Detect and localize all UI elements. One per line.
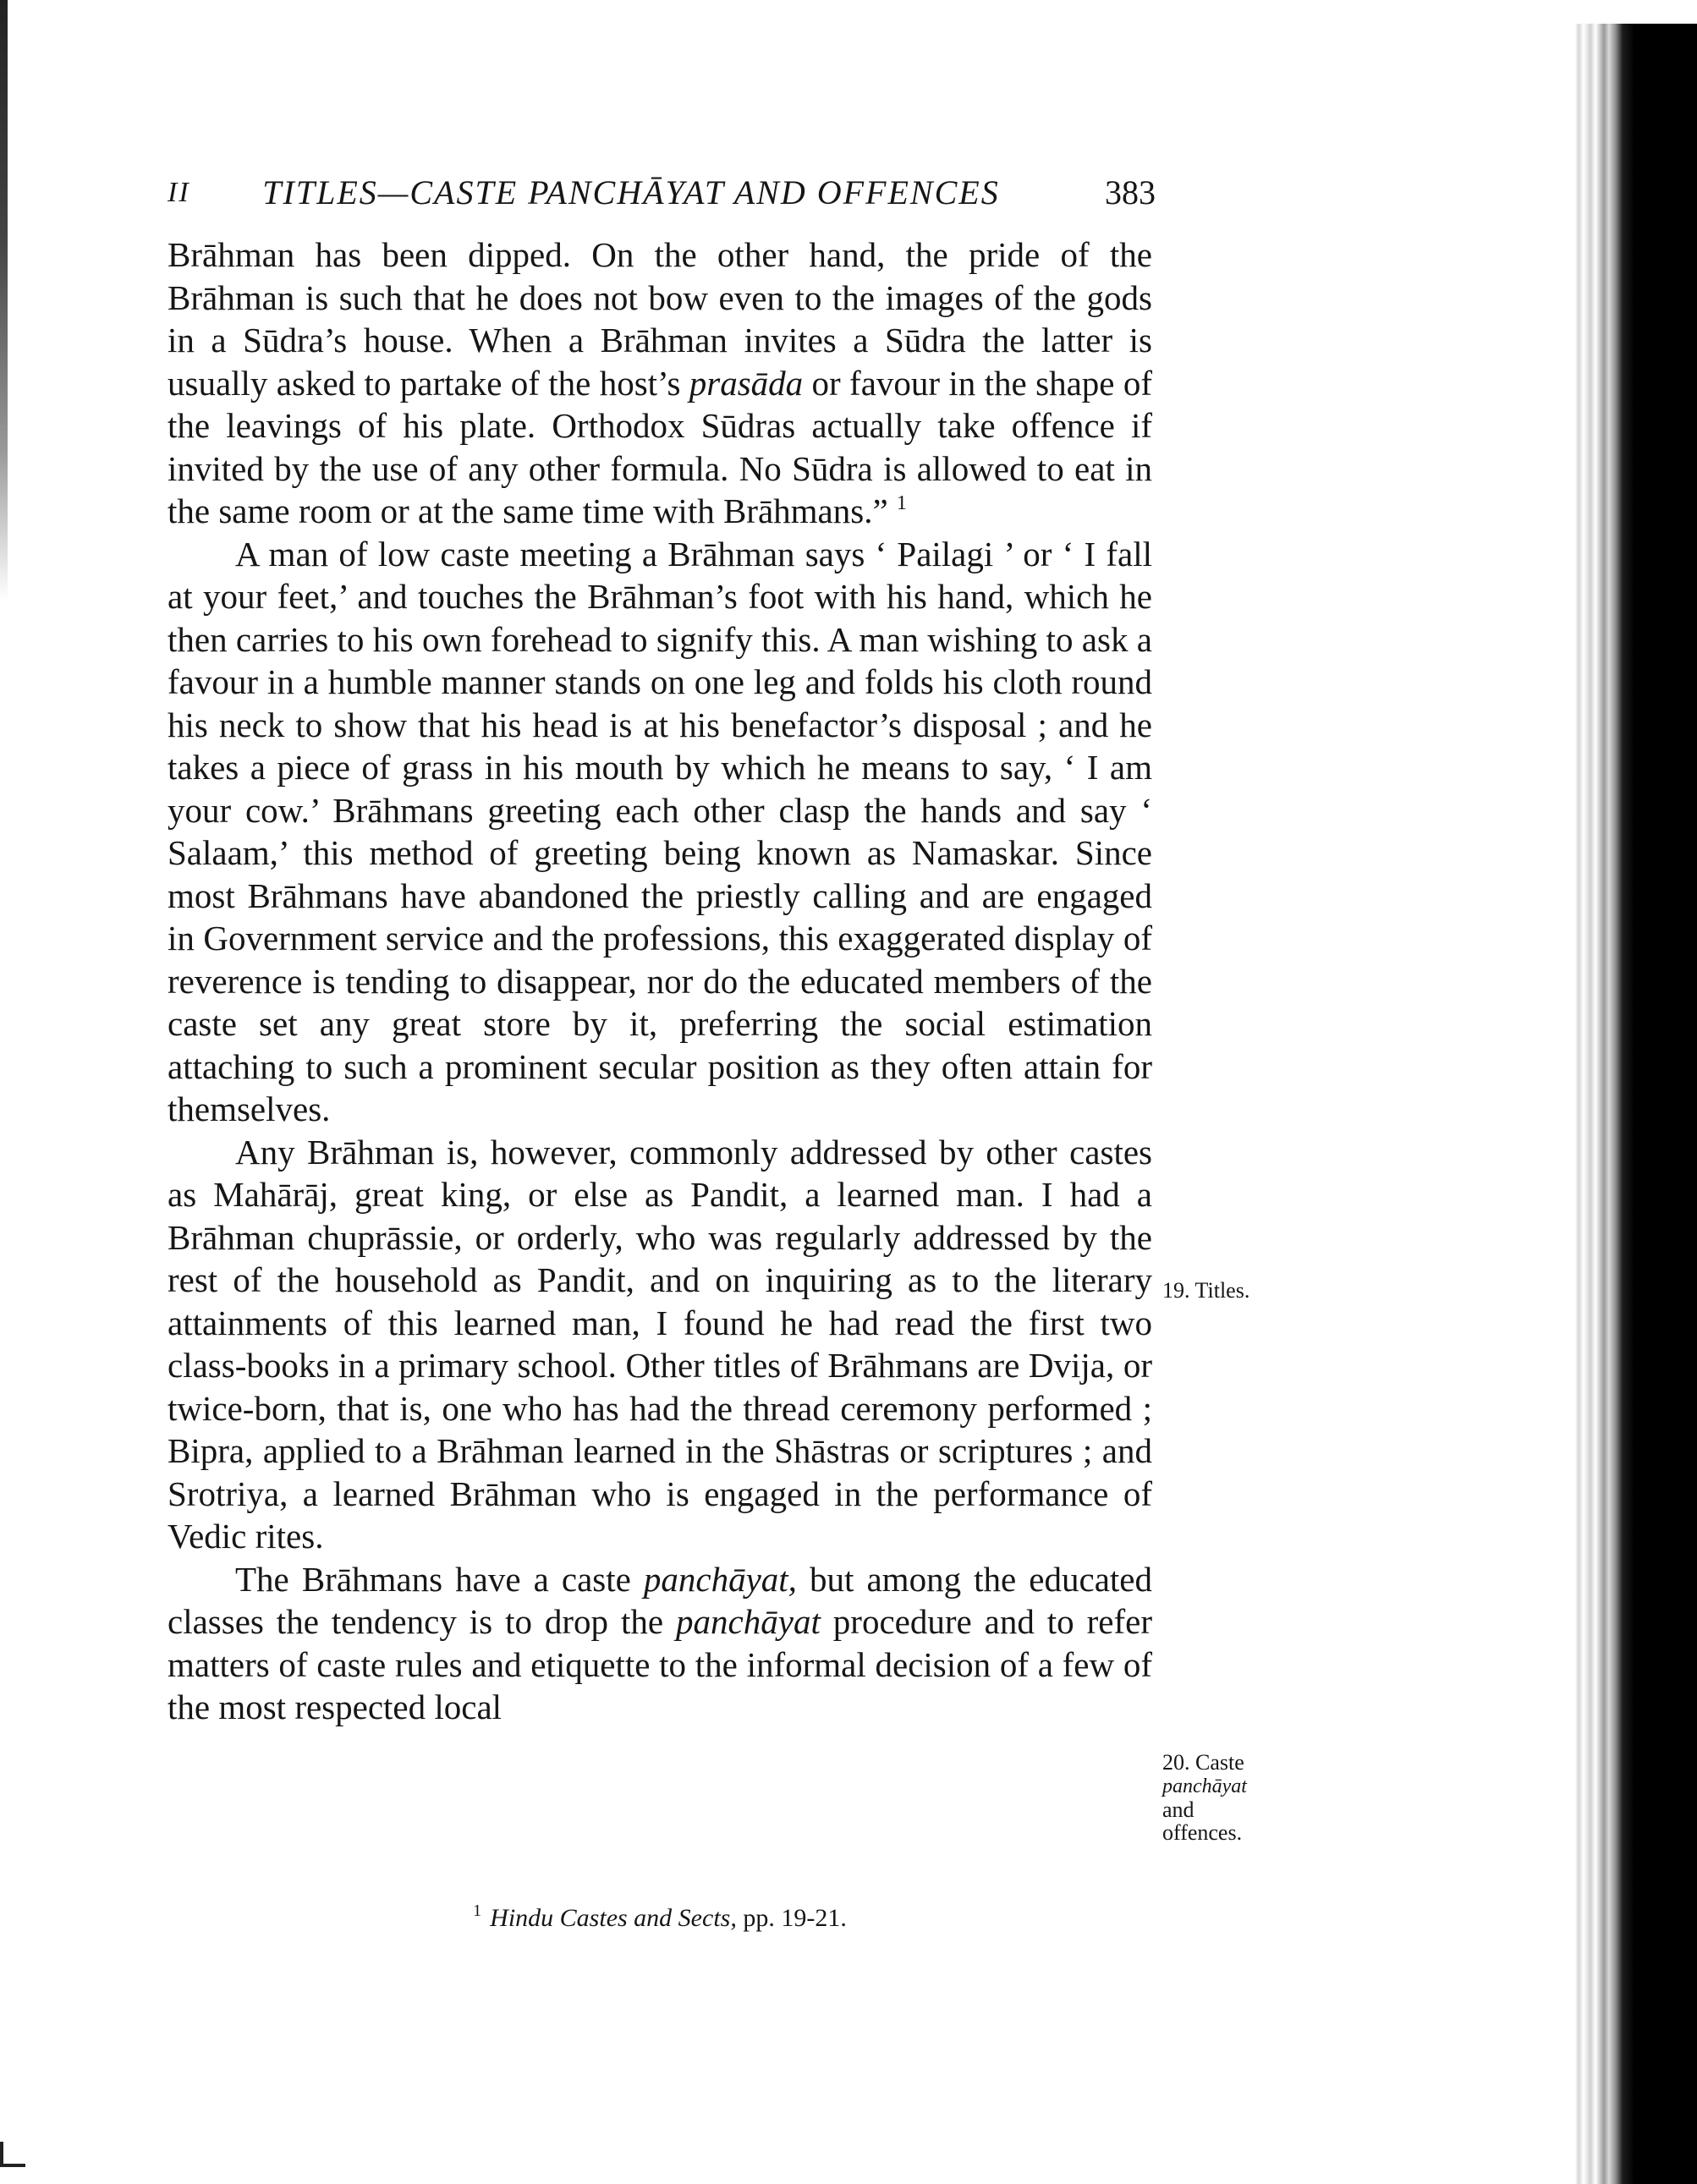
paragraph: [168, 233, 1152, 533]
footnote: [168, 1901, 1152, 1935]
italic-term: panchāyat: [676, 1602, 821, 1641]
margin-note-line: [1162, 1774, 1247, 1798]
footnote-reference: 1: [896, 492, 907, 514]
text-run: or favour in the shape of the leavings of his plate. Orthodox Sūdras actually take offence if invited by the use of any other formula. No Sūdra is allowed to eat in the same room or at the same time with Brāhmans.”: [168, 363, 1152, 530]
margin-note-line: 20. Caste: [1162, 1750, 1244, 1775]
footnote-pages: pp. 19-21.: [743, 1904, 847, 1932]
scan-edge-mark: [0, 0, 8, 601]
italic-term: prasāda: [689, 363, 804, 403]
margin-note-caste-panchayat: [1162, 1751, 1247, 1844]
margin-note-italic: panchāyat: [1162, 1775, 1247, 1797]
text-run: but among the educated classes the tendency is to drop the: [168, 1559, 1152, 1641]
body-text: [168, 233, 1152, 1729]
scan-corner-mark: [0, 2142, 25, 2167]
italic-term: panchāyat,: [643, 1559, 797, 1599]
text-run: A man of low caste meeting a Brāhman says ‘ Pailagi ’ or ‘ I fall at your feet,’ and touches the Brāhman’s foot with his hand, which he then carries to his own forehead to signify this. A man wishing to ask a favour in a humble manner stands on one leg and folds his cloth round his neck to show that his head is at his benefactor’s disposal ; and he takes a piece of grass in his mouth by which he means to say, ‘ I am your cow.’ Brāhmans greeting each other clasp the hands and say ‘ Salaam,’ this method of greeting being known as Namaskar. Since most Brāhmans have abandoned the priestly calling and are engaged in Government service and the professions, this exaggerated display of reverence is tending to disappear, nor do the educated members of the caste set any great store by it, preferring the social estimation attaching to such a prominent secular position as they often attain for themselves.: [168, 534, 1152, 1128]
margin-note-line: and: [1162, 1797, 1194, 1822]
text-run: Brāhman has been dipped. On the other hand, the pride of the Brāhman is such that he does not bow even to the images of the gods in a Sūdra’s house. When a Brāhman invites a Sūdra the latter is usually asked to partake of the host’s: [168, 235, 1152, 403]
paragraph: [168, 533, 1152, 1131]
footnote-work-title: Hindu Castes and Sects,: [490, 1904, 737, 1932]
paragraph: [168, 1558, 1152, 1729]
paragraph: [168, 1131, 1152, 1558]
footnote-number: 1: [473, 1901, 482, 1920]
running-title: TITLES—CASTE PANCHĀYAT AND OFFENCES: [262, 173, 1000, 211]
margin-note-line: offences.: [1162, 1820, 1243, 1845]
text-run: procedure and to refer matters of caste rules and etiquette to the informal decision of a few of the most respected local: [168, 1602, 1152, 1726]
margin-note-line: 19. Titles.: [1162, 1278, 1250, 1303]
book-binding-shadow: [1575, 24, 1697, 2184]
page-number: 383: [1105, 173, 1156, 211]
chapter-numeral: II: [168, 177, 190, 208]
running-head: [168, 167, 1156, 218]
text-run: Any Brāhman is, however, commonly addressed by other castes as Mahārāj, great king, or else as Pandit, a learned man. I had a Brāhman chuprāssie, or orderly, who was regularly addressed by the rest of the household as Pandit, and on inquiring as to the literary attainments of this learned man, I found he had read the first two class-books in a primary school. Other titles of Brāhmans are Dvija, or twice-born, that is, one who has had the thread ceremony performed ; Bipra, applied to a Brāhman learned in the Shāstras or scriptures ; and Srotriya, a learned Brāhman who is engaged in the performance of Vedic rites.: [168, 1132, 1152, 1556]
text-run: The Brāhmans have a caste: [235, 1559, 644, 1599]
margin-note-titles: [1162, 1279, 1249, 1302]
